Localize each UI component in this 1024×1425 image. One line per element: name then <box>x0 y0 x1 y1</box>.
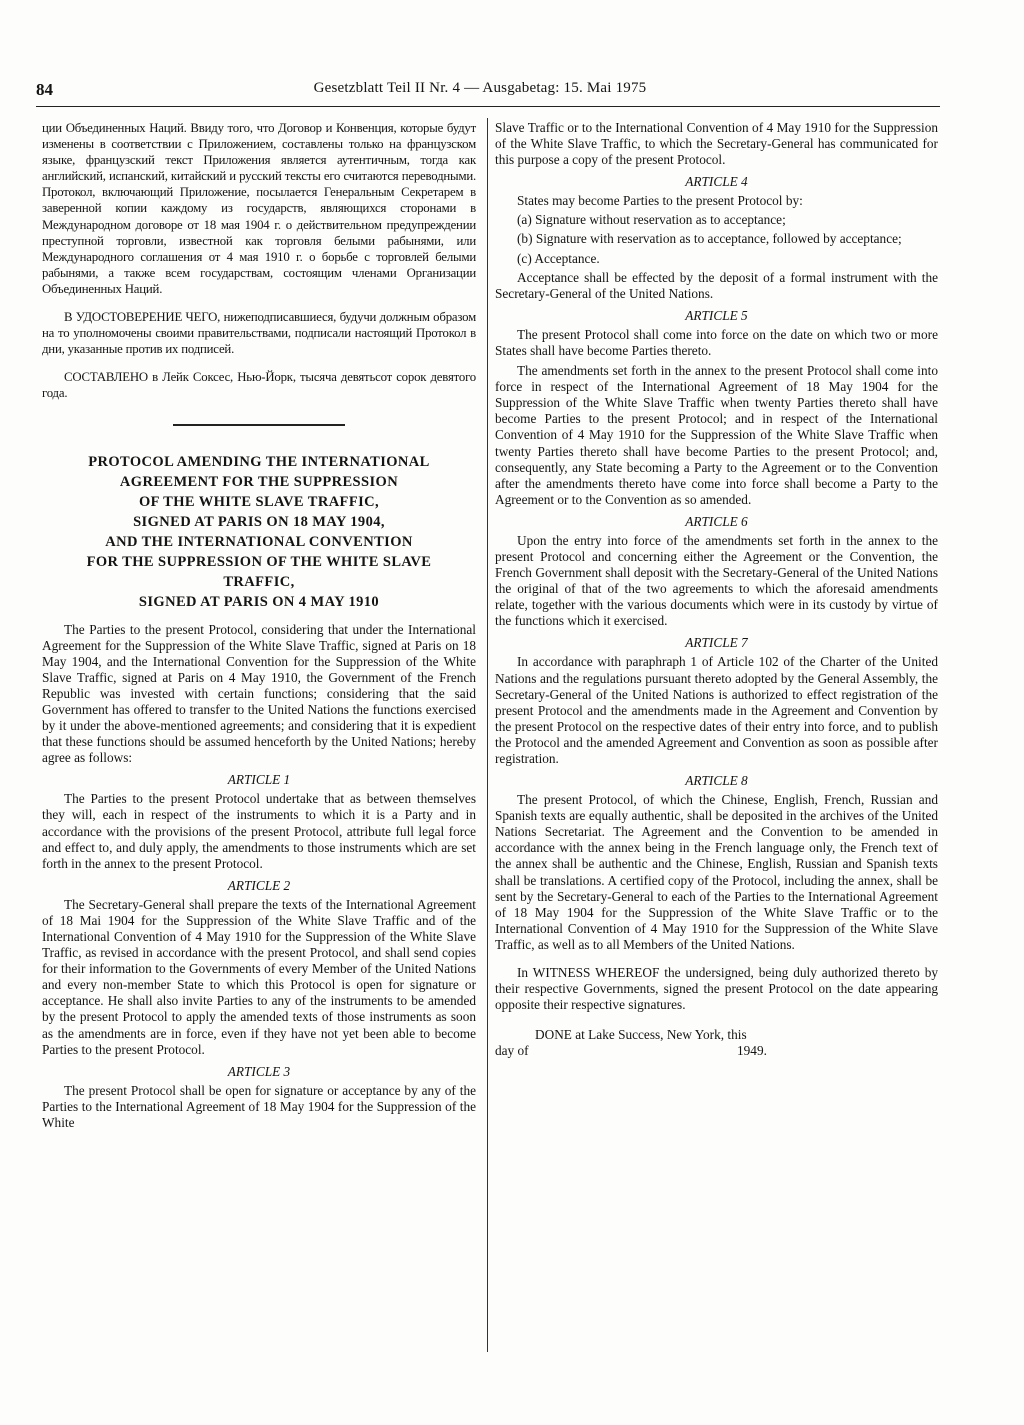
done-clause <box>495 1027 938 1059</box>
article-8-heading: ARTICLE 8 <box>685 773 748 789</box>
witness-clause: In WITNESS WHEREOF the undersigned, being duly authorized thereto by their respective Governments, signed the present Protocol on the date appearing opposite their respective signatures. <box>495 965 938 1013</box>
article-1-text: The Parties to the present Protocol undertake that as between themselves they will, each in respect of the instruments to which it is a Party and in accordance with the provisions of the present Protocol, attribute full legal force and effect to, and duly apply, the amendments to those instruments which are set forth in the annex to the present Protocol. <box>42 791 476 871</box>
title-line: SIGNED AT PARIS ON 18 MAY 1904, <box>133 513 385 530</box>
header-rule <box>36 106 940 107</box>
title-line: SIGNED AT PARIS ON 4 MAY 1910 <box>138 593 380 610</box>
protocol-title <box>42 452 476 612</box>
day-of-label: day of <box>495 1043 529 1059</box>
article-5-heading: ARTICLE 5 <box>685 307 748 323</box>
article-4-item-c: (c) Acceptance. <box>517 250 600 266</box>
preamble: The Parties to the present Protocol, considering that under the International Agreement for the Suppression of the White Slave Traffic, signed at Paris on 18 May 1904, and the International Convention for the Suppression of the White Slave Traffic, signed at Paris on 4 May 1910, the Government of the French Republic was invested with certain functions; considering that the said Government has offered to transfer to the United Nations the functions exercised by it under the above-mentioned agreements; and considering that it is expedient that these functions should be assumed henceforth by the United Nations; hereby agree as follows: <box>42 621 476 766</box>
article-3-continuation: Slave Traffic or to the International Convention of 4 May 1910 for the Suppression of the White Slave Traffic, to which the Secretary-General has communicated for this purpose a copy of the present Protocol. <box>495 120 938 168</box>
title-line: OF THE WHITE SLAVE TRAFFIC, <box>138 493 380 510</box>
running-title: Gesetzblatt Teil II Nr. 4 — Ausgabetag: 15. Mai 1975 <box>313 80 647 96</box>
article-5-paragraph-1: The present Protocol shall come into force on the date on which two or more States shall have become Parties thereto. <box>495 326 938 358</box>
article-3-heading: ARTICLE 3 <box>227 1063 291 1079</box>
title-line: AGREEMENT FOR THE SUPPRESSION <box>119 473 399 490</box>
russian-paragraph-3: СОСТАВЛЕНО в Лейк Соксес, Нью-Йорк, тысяча девятьсот сорок девятого года. <box>42 370 476 401</box>
left-column <box>42 120 476 1131</box>
article-7-heading: ARTICLE 7 <box>685 635 748 651</box>
article-5-paragraph-2: The amendments set forth in the annex to the present Protocol shall come into force in respect of the International Agreement of 18 May 1904 for the Suppression of the White Slave Traffic when twenty Parties thereto shall have become Parties to the present Protocol; and in respect of the International Convention of 4 May 1910 for the Suppression of the White Slave Traffic when twenty Parties thereto shall have become Parties to the present Protocol; and, consequently, any State becoming a Party to the Agreement or to the Convention after the amendments thereto have come into force shall become a Party to the Agreement or to the Convention as so amended. <box>495 363 938 507</box>
article-8-text: The present Protocol, of which the Chinese, English, French, Russian and Spanish texts are equally authentic, shall be deposited in the archives of the United Nations Secretariat. The Agreement and the Convention to be amended in accordance with the annex being in the French language only, the French text of the annex shall be authentic and the Chinese, English, Russian and Spanish texts shall be translations. A certified copy of the Protocol, including the annex, shall be sent by the Secretary-General to each of the Parties to the International Agreement of 18 May 1904 for the Suppression of the White Slave Traffic or to the International Convention of 4 May 1910 for the Suppression of the White Slave Traffic, as well as to all Members of the United Nations. <box>495 792 938 952</box>
article-4-closing: Acceptance shall be effected by the deposit of a formal instrument with the Secretary-General of the United Nations. <box>495 269 938 301</box>
article-4-item-a: (a) Signature without reservation as to acceptance; <box>517 212 786 228</box>
done-line: DONE at Lake Success, New York, this <box>535 1027 747 1043</box>
russian-paragraph-1: ции Объединенных Наций. Ввиду того, что Договор и Конвенция, которые будут изменены в соответствии с Приложением, составлены только на французском языке, французский текст Приложения является аутентичным, тогда как английский, испанский, китайский и русский тексты его считаются переводными. Протокол, включающий Приложение, посылается Генеральным Секретарем в заверенной копии каждому из государств, являющихся сторонами в Международном договоре от 18 мая 1904 г. о действительном предупреждении преступной торговли, известной как торговля белыми рабынями, или Международного соглашения от 4 мая 1910 г. о борьбе с торговлей белыми рабынями, а также всем государствам, состоящим членами Организации Объединенных Наций. <box>42 121 476 296</box>
title-line: TRAFFIC, <box>223 573 295 590</box>
article-4-item-b: (b) Signature with reservation as to acceptance, followed by acceptance; <box>517 231 902 247</box>
page-header <box>0 80 1024 102</box>
year-label: 1949. <box>737 1043 767 1059</box>
right-column <box>495 120 938 1059</box>
article-1-heading: ARTICLE 1 <box>227 772 291 788</box>
article-4-heading: ARTICLE 4 <box>685 174 748 190</box>
title-line: FOR THE SUPPRESSION OF THE WHITE SLAVE <box>86 553 432 570</box>
article-2-heading: ARTICLE 2 <box>227 877 291 893</box>
article-7-text: In accordance with paraphraph 1 of Article 102 of the Charter of the United Nations and the regulations pursuant thereto adopted by the General Assembly, the Secretary-General of the United Nations is authorized to effect registration of the present Protocol and the amendments made in the Agreement and Convention by the present Protocol on the respective dates of their entry into force, and to publish the Protocol and the amended Agreement and Convention as soon as possible after registration. <box>495 654 938 766</box>
article-6-heading: ARTICLE 6 <box>685 513 748 529</box>
column-divider <box>487 118 488 1352</box>
article-3-text: The present Protocol shall be open for signature or acceptance by any of the Parties to the International Agreement of 18 May 1904 for the Suppression of the White <box>42 1082 476 1130</box>
title-line: PROTOCOL AMENDING THE INTERNATIONAL <box>88 453 430 470</box>
russian-paragraph-2: В УДОСТОВЕРЕНИЕ ЧЕГО, нижеподписавшиеся, будучи должным образом на то уполномочены своими правительствами, подписали настоящий Протокол в дни, указанные против их подписей. <box>42 310 476 357</box>
date-line <box>495 1043 938 1059</box>
page-number: 84 <box>36 80 53 99</box>
section-separator <box>173 424 345 426</box>
article-2-text: The Secretary-General shall prepare the texts of the International Agreement of 18 Mai 1904 for the Suppression of the White Slave Traffic and of the International Convention of 4 May 1910 for the Suppression of the White Slave Traffic, as revised in accordance with the present Protocol, and shall send copies for their information to the Governments of every Member of the United Nations and every non-member State to which this Protocol is open for signature or acceptance. He shall also invite Parties to any of the instruments to be amended by the present Protocol to apply the amended texts of those instruments as soon as the amendments are in force, even if they have not yet been able to become Parties to the present Protocol. <box>42 896 476 1057</box>
title-line: AND THE INTERNATIONAL CONVENTION <box>105 533 413 550</box>
article-4-intro: States may become Parties to the present Protocol by: <box>517 193 803 209</box>
article-6-text: Upon the entry into force of the amendments set forth in the annex to the present Protocol and concerning either the Agreement or the Convention, the French Government shall deposit with the Secretary-General of the United Nations the original of that of the two agreements to which the aforesaid amendments relate, together with the various documents which were in its custody by virtue of the functions which it exercised. <box>495 532 938 629</box>
